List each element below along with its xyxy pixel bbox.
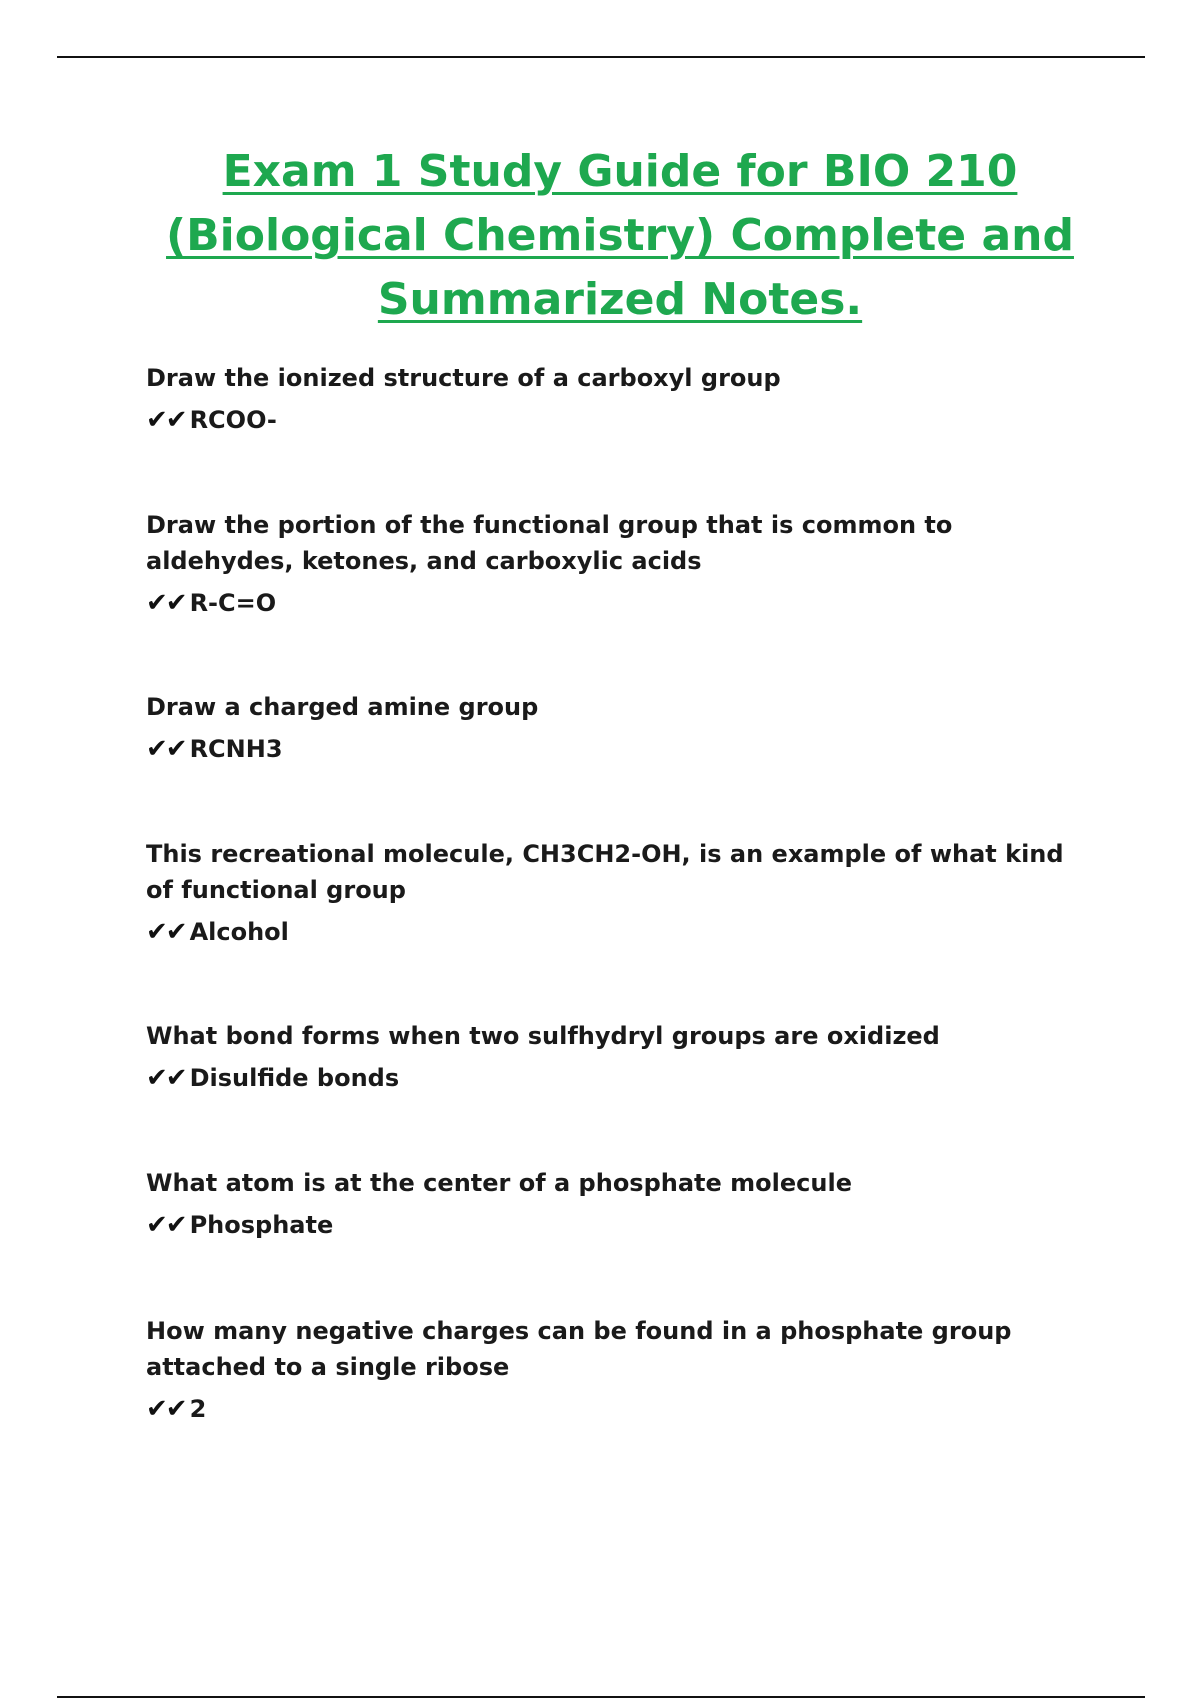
double-check-icon: ✔✔ <box>146 405 186 435</box>
document-title: Exam 1 Study Guide for BIO 210 (Biological Chemistry) Complete and Summarized Notes. <box>166 146 1074 325</box>
question-text: Draw the portion of the functional group that is common to aldehydes, ketones, and carboxylic acids <box>146 511 953 575</box>
question-text: What bond forms when two sulfhydryl groups are oxidized <box>146 1022 940 1050</box>
double-check-icon: ✔✔ <box>146 588 186 618</box>
answer-line <box>146 585 1086 621</box>
qa-item <box>146 360 1086 438</box>
answer-line <box>146 731 1086 767</box>
question-text: What atom is at the center of a phosphate molecule <box>146 1169 852 1197</box>
qa-item <box>146 836 1086 950</box>
answer-line <box>146 1391 1086 1427</box>
answer-text: Phosphate <box>189 1211 334 1239</box>
double-check-icon: ✔✔ <box>146 1394 186 1424</box>
answer-text: RCOO- <box>189 406 277 434</box>
qa-item <box>146 1313 1086 1427</box>
answer-text: Disulfide bonds <box>189 1064 400 1092</box>
answer-line <box>146 914 1086 950</box>
question-text: This recreational molecule, CH3CH2-OH, is an example of what kind of functional group <box>146 840 1064 904</box>
answer-text: Alcohol <box>189 918 289 946</box>
answer-line <box>146 402 1086 438</box>
double-check-icon: ✔✔ <box>146 917 186 947</box>
double-check-icon: ✔✔ <box>146 734 186 764</box>
qa-item <box>146 689 1086 767</box>
answer-line <box>146 1060 1086 1096</box>
answer-text: R-C=O <box>189 589 277 617</box>
answer-line <box>146 1207 1086 1243</box>
top-rule <box>57 56 1145 58</box>
answer-text: 2 <box>189 1395 207 1423</box>
qa-item <box>146 1165 1086 1243</box>
question-text: How many negative charges can be found in a phosphate group attached to a single ribose <box>146 1317 1012 1381</box>
qa-item <box>146 507 1086 621</box>
answer-text: RCNH3 <box>189 735 283 763</box>
question-text: Draw a charged amine group <box>146 693 539 721</box>
double-check-icon: ✔✔ <box>146 1210 186 1240</box>
bottom-rule <box>57 1696 1145 1698</box>
double-check-icon: ✔✔ <box>146 1063 186 1093</box>
qa-item <box>146 1018 1086 1096</box>
question-text: Draw the ionized structure of a carboxyl group <box>146 364 781 392</box>
